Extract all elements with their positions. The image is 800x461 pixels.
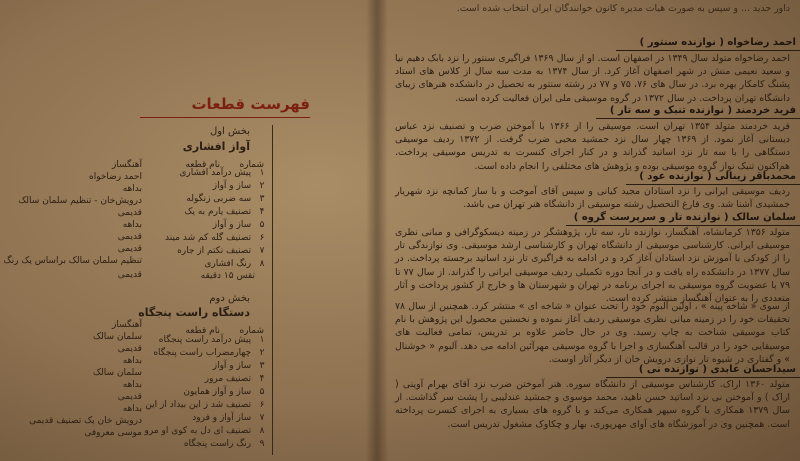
bio-text-salek: متولد ۱۳۵۶ کرمانشاه، آهنگساز، نوازنده تار، سه تار، پژوهشگر در زمینه دیسکوگرافی و مبانی نظری موسیقی ایرانی. کارشناسی موسیقی از دانشگاه تهران و کارشناسی ارشد موسیقی. وی نوازندگی تار را از کودکی با آموزش نزد استادان آغاز کرد و در ادامه به فراگیری تار نزد اساتید برجسته پرداخت. در سال ۱۳۷۷ در دانشکده راه یافت و در آنجا دوره تکمیلی ردیف موسیقی ایرانی را گذراند. از سال ۷۷ تا ۷۹ با عضویت گروه موسیقی به اجرای برنامه در تهران و شهرستان ها و خارج از کشور پرداخت و آثار متعددی را به عنوان آهنگساز منتشر کرده است. <box>395 227 790 305</box>
track-title: ساز و آواز <box>212 361 252 371</box>
right-page-biographies <box>380 0 800 461</box>
bio-heading-kheradmand: فرید خردمند ( نوازنده تنبک و سه تار ) <box>596 104 800 119</box>
bio-text-salek-continued: از سوی « شاخه پینه » ، اولین آلبوم خود را تحت عنوان « شاخه ای » منتشر کرد. همچنین از سال ۷۸ تحقیقات خود را در زمینه مبانی نظری موسیقی ردیف آغاز نموده و نخستین محصول این پژوهش با نام کتاب موسیقی شناخت به چاپ رسید. وی در حال حاضر علاوه بر تدریس، تمامی فعالیت های موسیقایی خود را در قالب آهنگسازی و اجرا با گروه موسیقی مهر‌آئین ادامه می دهد. آلبوم « خوشنال » و گفتاری در شیوه تار نوازی درویش خان از دیگر آثار اوست. <box>395 301 790 365</box>
bio-text-rezakhah: احمد رضاخواه متولد سال ۱۳۴۹ در اصفهان است. او از سال ۱۳۶۹ فراگیری سنتور را نزد بابک دهیم نیا و سعید نعیمی منش در شهر اصفهان آغاز کرد. از سال ۱۳۷۴ به مدت سه سال از کلاس های استاد پشنگ کامکار بهره برد. در سال های ۷۶، ۷۵ و ۷۷ در رشته سنتور به تحصیل در دانشکده هنرهای زیبای دانشگاه تهران پرداخت. در سال ۱۳۷۲ در گروه موسیقی ملی ایران فعالیت کرده است. <box>395 53 791 104</box>
track-row <box>150 192 270 206</box>
part1-label: بخش اول <box>209 126 250 137</box>
composer-name: بداهه <box>122 380 142 390</box>
composer-name: درویش خان یک تصنیف قدیمی <box>29 416 142 426</box>
track-row <box>150 411 270 425</box>
track-row <box>150 333 270 347</box>
part1-name: آواز افشاری <box>182 140 250 153</box>
bio-heading-rezakhah: احمد رضاخواه ( نوازنده سنتور ) <box>616 36 800 51</box>
left-page-tracklist <box>0 0 370 461</box>
composer-name: بداهه <box>122 404 142 414</box>
composer-name: قدیمی <box>117 208 142 218</box>
composer-name: بداهه <box>122 184 142 194</box>
bio-text-zeinali: ردیف موسیقی ایرانی را نزد استادان مجید کیانی و سپس آقای آموخت و با ساز کمانچه نزد شهریار جمشیدی آشنا شد. وی فارغ التحصیل رشته موسیقی از دانشگاه هنر تهران می باشد. <box>395 186 790 211</box>
composer-name: سلمان سالک <box>92 368 142 378</box>
track-row <box>150 346 270 360</box>
track-title: ساز آواز و فرود <box>192 413 252 423</box>
track-title: رنگ افشاری <box>204 259 252 269</box>
composer-name: احمد رضاخواه <box>88 172 142 182</box>
composer-name: قدیمی <box>117 244 142 254</box>
bio-heading-salek: سلمان سالک ( نوازنده تار و سرپرست گروه ) <box>566 211 800 226</box>
part1-col-number: شماره <box>239 160 264 170</box>
track-number: ۸ <box>259 259 265 269</box>
track-number: ۲ <box>259 348 265 358</box>
bio-text-kheradmand: فرید خردمند متولد ۱۳۵۴ تهران است. موسیقی را از ۱۳۶۶ با آموختن ضرب و تصنیف نزد عباس دیستانی آغاز نمود. از ۱۳۶۹ چهار سال نزد جمشید محبی ضرب گرفت. از ۱۳۷۲ ردیف موسیقی دستگاهی را با سه تار نزد اساتید گذراند و در کنار اجرای کنسرت به تدریس موسیقی پرداخت. هم‌اکنون تنبک نواز گروه موسیقی بوده و پژوهش های مختلفی را انجام داده است. <box>395 121 790 172</box>
toc-title: فهرست قطعات <box>191 95 310 113</box>
toc-title-underline <box>140 117 310 118</box>
track-row <box>150 218 270 232</box>
part1-col-title: نام قطعه <box>185 160 220 170</box>
track-title: سه ضربی زنگوله <box>186 194 252 204</box>
track-row <box>150 179 270 193</box>
track-title: رنگ راست پنجگاه <box>183 439 252 449</box>
track-row <box>150 359 270 373</box>
track-number: ۵ <box>259 220 265 230</box>
track-number: ۹ <box>259 439 265 449</box>
track-row <box>150 205 270 219</box>
track-title: پیش درآمد راست پنجگاه <box>158 335 252 345</box>
bio-heading-zeinali: محمدباقر زینالی ( نوازنده عود ) <box>626 170 800 185</box>
track-number: ۳ <box>259 194 265 204</box>
track-title: ساز و آواز <box>212 220 252 230</box>
track-row <box>150 372 270 386</box>
part2-col-title: نام قطعه <box>185 326 220 336</box>
track-row <box>150 166 270 180</box>
part1-duration: تقس ۱۵ دقیقه <box>200 271 255 281</box>
track-number: ۱ <box>259 168 265 178</box>
track-row <box>150 244 270 258</box>
part2-name: دستگاه راست پنجگاه <box>138 306 250 319</box>
track-row <box>150 257 270 271</box>
composer-name: قدیمی <box>117 232 142 242</box>
composer-name: درویش‌خان - تنظیم سلمان سالک <box>18 196 142 206</box>
part2-label: بخش دوم <box>209 293 250 304</box>
track-row <box>150 437 270 451</box>
bio-heading-abedi: سیداحسان عابدی ( نوازنده نی ) <box>606 363 800 378</box>
track-number: ۵ <box>259 387 265 397</box>
track-title: تصنیف یارم به یک <box>184 207 252 217</box>
track-number: ۷ <box>259 246 265 256</box>
track-title: ساز و آواز همایون <box>183 387 252 397</box>
track-number: ۴ <box>259 207 265 217</box>
composer-name: تنظیم سلمان سالک براساس یک رنگ قدیمی <box>3 256 142 280</box>
composer-header: آهنگساز <box>111 160 142 170</box>
composer-name: بداهه <box>122 220 142 230</box>
track-title: تصنیف گله کم شد میند <box>165 233 252 243</box>
track-row <box>150 231 270 245</box>
composer-name: بداهه <box>122 356 142 366</box>
track-title: تصنیف ای دل به کوی او مرو <box>144 426 252 436</box>
track-number: ۶ <box>259 233 265 243</box>
composer-name: سلمان سالک <box>92 332 142 342</box>
track-title: پیش درآمد افشاری <box>179 168 252 178</box>
track-row <box>144 424 270 438</box>
column-divider <box>272 125 273 455</box>
composer-name: قدیمی <box>117 392 142 402</box>
bio-text-abedi: متولد ۱۳۶۰ اراک. کارشناس موسیقی از دانشگاه سوره. هنر آموختن ضرب نزد آقای بهرام آوینی ( اراک ) و آموختن نی نزد اساتید حسن ناهید، محمد موسوی و جمشید عندلیبی را پشت سر گذاشت. از سال ۱۳۷۹ همکاری با گروه سپهر همکاری می‌کند و با گروه های بسیاری به اجرای کنسرت پرداخته است. همچنین وی در آموزشگاه های آوای مهرپوری، بهار و چکاوک مشغول تدریس است. <box>395 379 790 430</box>
track-number: ۴ <box>259 374 265 384</box>
track-row <box>150 385 270 399</box>
part2-col-number: شماره <box>239 326 264 336</box>
track-row <box>145 398 270 412</box>
composer-header: آهنگساز <box>111 320 142 330</box>
track-title: ساز و آواز <box>212 181 252 191</box>
composer-name: موسی معروفی <box>84 428 142 438</box>
track-title: چهارمضراب راست پنجگاه <box>153 348 252 358</box>
track-title: تصنیف نکتم از جاره <box>177 246 252 256</box>
track-title: تصنیف شد ز این بیداد از این <box>145 400 252 410</box>
bio-intro: داور حدید ... و سپس به صورت هیات مدیره کانون خوانندگان ایران انتخاب شده است. <box>456 3 790 14</box>
track-number: ۷ <box>259 413 265 423</box>
track-number: ۲ <box>259 181 265 191</box>
track-number: ۸ <box>259 426 265 436</box>
track-number: ۳ <box>259 361 265 371</box>
track-number: ۶ <box>259 400 265 410</box>
track-number: ۱ <box>259 335 265 345</box>
composer-name: قدیمی <box>117 344 142 354</box>
track-title: تصنیف مرور <box>204 374 252 384</box>
